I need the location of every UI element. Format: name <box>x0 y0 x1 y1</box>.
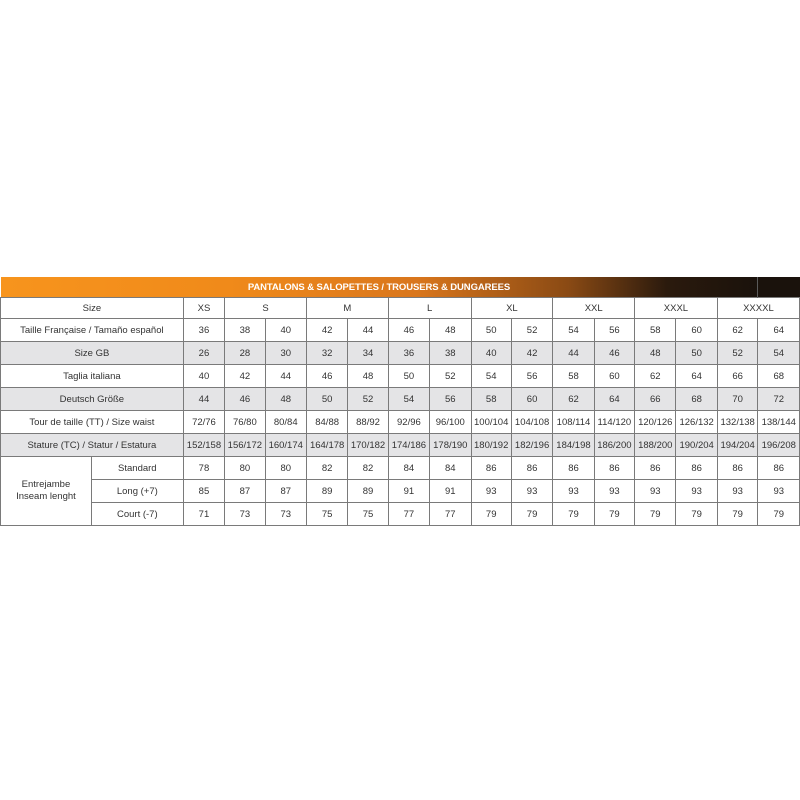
table-cell: 86 <box>676 457 717 480</box>
table-cell: 71 <box>183 503 224 526</box>
table-cell: 194/204 <box>717 434 758 457</box>
table-cell: 126/132 <box>676 411 717 434</box>
table-cell: 62 <box>635 365 676 388</box>
table-cell: 93 <box>676 480 717 503</box>
table-cell: 40 <box>183 365 224 388</box>
size-header-xxxl: XXXL <box>635 298 718 319</box>
table-cell: 46 <box>388 319 429 342</box>
table-row <box>1 434 800 457</box>
table-cell: 50 <box>471 319 511 342</box>
row-label: Taglia italiana <box>1 365 184 388</box>
table-row <box>1 388 800 411</box>
title-row <box>1 277 800 298</box>
size-header-xxxxl: XXXXL <box>717 298 799 319</box>
table-cell: 80 <box>225 457 265 480</box>
table-cell: 96/100 <box>430 411 471 434</box>
table-cell: 26 <box>183 342 224 365</box>
inseam-group-label <box>1 457 92 526</box>
table-row <box>1 342 800 365</box>
table-cell: 104/108 <box>511 411 552 434</box>
table-title: PANTALONS & SALOPETTES / TROUSERS & DUNGAREES <box>1 277 758 298</box>
table-cell: 62 <box>717 319 758 342</box>
table-cell: 79 <box>511 503 552 526</box>
inseam-row <box>1 503 800 526</box>
table-cell: 68 <box>758 365 800 388</box>
table-cell: 86 <box>717 457 758 480</box>
table-cell: 46 <box>225 388 265 411</box>
table-cell: 52 <box>511 319 552 342</box>
table-cell: 44 <box>348 319 388 342</box>
table-cell: 48 <box>348 365 388 388</box>
table-cell: 42 <box>225 365 265 388</box>
table-cell: 54 <box>758 342 800 365</box>
table-cell: 60 <box>511 388 552 411</box>
row-label: Stature (TC) / Statur / Estatura <box>1 434 184 457</box>
table-cell: 79 <box>594 503 634 526</box>
size-header-xl: XL <box>471 298 553 319</box>
table-cell: 120/126 <box>635 411 676 434</box>
table-cell: 72/76 <box>183 411 224 434</box>
table-cell: 56 <box>511 365 552 388</box>
size-header-m: M <box>306 298 388 319</box>
table-cell: 79 <box>635 503 676 526</box>
table-cell: 132/138 <box>717 411 758 434</box>
table-cell: 87 <box>265 480 306 503</box>
table-cell: 93 <box>553 480 594 503</box>
table-cell: 84 <box>430 457 471 480</box>
table-cell: 180/192 <box>471 434 511 457</box>
table-cell: 79 <box>553 503 594 526</box>
table-cell: 48 <box>430 319 471 342</box>
table-cell: 58 <box>471 388 511 411</box>
size-header-row <box>1 298 800 319</box>
table-cell: 79 <box>758 503 800 526</box>
table-cell: 44 <box>183 388 224 411</box>
table-cell: 93 <box>758 480 800 503</box>
table-cell: 156/172 <box>225 434 265 457</box>
size-header-s: S <box>225 298 307 319</box>
table-cell: 86 <box>758 457 800 480</box>
row-label: Tour de taille (TT) / Size waist <box>1 411 184 434</box>
table-row <box>1 319 800 342</box>
table-cell: 70 <box>717 388 758 411</box>
table-cell: 93 <box>471 480 511 503</box>
table-cell: 50 <box>306 388 347 411</box>
table-cell: 64 <box>758 319 800 342</box>
table-row <box>1 411 800 434</box>
table-cell: 138/144 <box>758 411 800 434</box>
table-cell: 52 <box>717 342 758 365</box>
table-cell: 36 <box>388 342 429 365</box>
table-cell: 50 <box>388 365 429 388</box>
table-cell: 73 <box>265 503 306 526</box>
table-cell: 42 <box>306 319 347 342</box>
size-header-l: L <box>388 298 471 319</box>
table-cell: 108/114 <box>553 411 594 434</box>
inseam-row <box>1 480 800 503</box>
table-cell: 88/92 <box>348 411 388 434</box>
table-cell: 58 <box>553 365 594 388</box>
size-header-xs: XS <box>183 298 224 319</box>
table-cell: 34 <box>348 342 388 365</box>
inseam-label-line2: Inseam lenght <box>16 491 76 502</box>
table-cell: 52 <box>430 365 471 388</box>
size-table <box>0 277 800 526</box>
table-cell: 62 <box>553 388 594 411</box>
table-cell: 188/200 <box>635 434 676 457</box>
table-cell: 40 <box>471 342 511 365</box>
table-cell: 77 <box>430 503 471 526</box>
table-cell: 160/174 <box>265 434 306 457</box>
table-cell: 64 <box>594 388 634 411</box>
table-cell: 79 <box>471 503 511 526</box>
table-cell: 84 <box>388 457 429 480</box>
table-cell: 38 <box>225 319 265 342</box>
table-cell: 40 <box>265 319 306 342</box>
row-label: Taille Française / Tamaño español <box>1 319 184 342</box>
table-cell: 174/186 <box>388 434 429 457</box>
size-label: Size <box>1 298 184 319</box>
table-cell: 114/120 <box>594 411 634 434</box>
table-cell: 76/80 <box>225 411 265 434</box>
table-cell: 80/84 <box>265 411 306 434</box>
table-cell: 73 <box>225 503 265 526</box>
table-body <box>1 277 800 526</box>
inseam-sub-label: Court (-7) <box>91 503 183 526</box>
table-cell: 91 <box>388 480 429 503</box>
table-cell: 30 <box>265 342 306 365</box>
table-cell: 60 <box>594 365 634 388</box>
table-cell: 152/158 <box>183 434 224 457</box>
table-cell: 56 <box>430 388 471 411</box>
table-cell: 78 <box>183 457 224 480</box>
table-cell: 93 <box>717 480 758 503</box>
table-cell: 79 <box>676 503 717 526</box>
row-label: Deutsch Größe <box>1 388 184 411</box>
table-cell: 87 <box>225 480 265 503</box>
table-cell: 50 <box>676 342 717 365</box>
table-cell: 44 <box>553 342 594 365</box>
inseam-label-line1: Entrejambe <box>21 479 71 490</box>
table-cell: 42 <box>511 342 552 365</box>
table-cell: 79 <box>717 503 758 526</box>
table-cell: 66 <box>635 388 676 411</box>
inseam-sub-label: Long (+7) <box>91 480 183 503</box>
table-cell: 178/190 <box>430 434 471 457</box>
size-header-xxl: XXL <box>553 298 635 319</box>
table-cell: 196/208 <box>758 434 800 457</box>
table-cell: 52 <box>348 388 388 411</box>
table-cell: 86 <box>635 457 676 480</box>
inseam-sub-label: Standard <box>91 457 183 480</box>
table-cell: 46 <box>594 342 634 365</box>
table-cell: 91 <box>430 480 471 503</box>
table-cell: 58 <box>635 319 676 342</box>
table-cell: 68 <box>676 388 717 411</box>
table-cell: 82 <box>348 457 388 480</box>
table-cell: 72 <box>758 388 800 411</box>
table-cell: 93 <box>635 480 676 503</box>
table-cell: 54 <box>388 388 429 411</box>
size-chart <box>0 277 800 526</box>
inseam-row <box>1 457 800 480</box>
table-cell: 48 <box>635 342 676 365</box>
table-cell: 75 <box>306 503 347 526</box>
table-cell: 100/104 <box>471 411 511 434</box>
table-cell: 86 <box>471 457 511 480</box>
table-cell: 86 <box>553 457 594 480</box>
table-cell: 36 <box>183 319 224 342</box>
table-cell: 93 <box>511 480 552 503</box>
table-cell: 66 <box>717 365 758 388</box>
table-cell: 80 <box>265 457 306 480</box>
table-cell: 170/182 <box>348 434 388 457</box>
table-cell: 44 <box>265 365 306 388</box>
table-cell: 89 <box>348 480 388 503</box>
table-cell: 38 <box>430 342 471 365</box>
table-cell: 186/200 <box>594 434 634 457</box>
table-cell: 64 <box>676 365 717 388</box>
table-cell: 46 <box>306 365 347 388</box>
row-label: Size GB <box>1 342 184 365</box>
table-cell: 48 <box>265 388 306 411</box>
table-cell: 86 <box>594 457 634 480</box>
table-cell: 56 <box>594 319 634 342</box>
table-cell: 92/96 <box>388 411 429 434</box>
table-cell: 164/178 <box>306 434 347 457</box>
table-cell: 54 <box>471 365 511 388</box>
table-cell: 82 <box>306 457 347 480</box>
table-cell: 32 <box>306 342 347 365</box>
table-cell: 77 <box>388 503 429 526</box>
table-cell: 28 <box>225 342 265 365</box>
table-cell: 54 <box>553 319 594 342</box>
table-cell: 89 <box>306 480 347 503</box>
table-cell: 182/196 <box>511 434 552 457</box>
table-cell: 86 <box>511 457 552 480</box>
table-cell: 85 <box>183 480 224 503</box>
table-cell: 184/198 <box>553 434 594 457</box>
table-cell: 60 <box>676 319 717 342</box>
table-cell: 75 <box>348 503 388 526</box>
table-cell: 190/204 <box>676 434 717 457</box>
table-cell: 93 <box>594 480 634 503</box>
table-row <box>1 365 800 388</box>
title-dark-cell <box>758 277 800 298</box>
table-cell: 84/88 <box>306 411 347 434</box>
